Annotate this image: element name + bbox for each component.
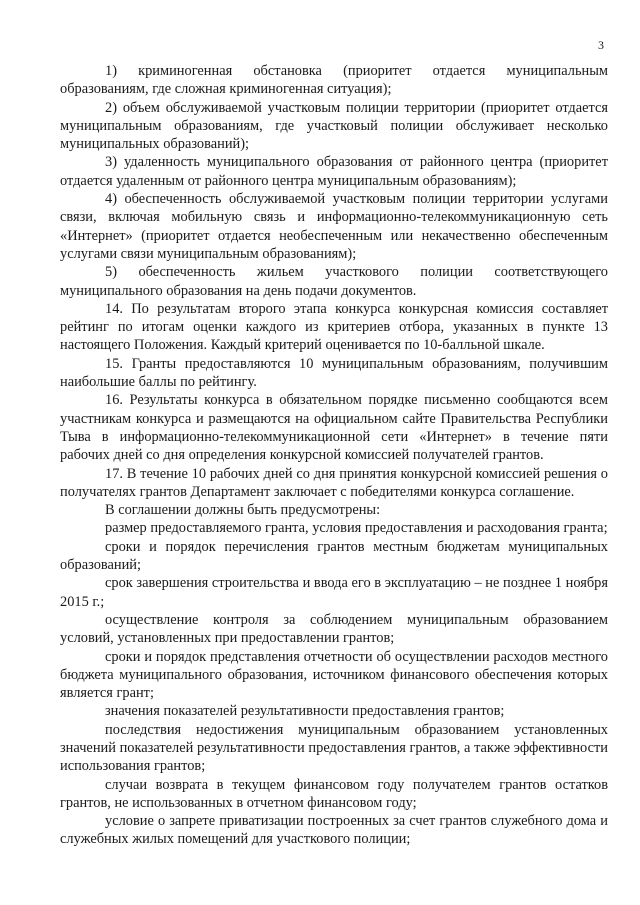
agreement-item-privatization-ban: условие о запрете приватизации построенных за счет грантов служебного дома и служебных жилых помещений для участкового полиции; [60,813,608,848]
agreement-item-construction-deadline: срок завершения строительства и ввода его в эксплуатацию – не позднее 1 ноября 2015 г.; [60,575,608,610]
agreement-item-consequences: последствия недостижения муниципальным образованием установленных значений показателей результативности предоставления грантов, а также эффективности использования грантов; [60,721,608,775]
page-number: 3 [598,38,604,52]
agreement-item-indicators: значения показателей результативности предоставления грантов; [105,703,505,720]
clause-17: 17. В течение 10 рабочих дней со дня принятия конкурсной комиссией решения о получателях грантов Департамент заключает с победителями конкурса соглашение. [60,465,608,500]
clause-16: 16. Результаты конкурса в обязательном порядке письменно сообщаются всем участникам конкурса и размещаются на официальном сайте Правительства Республики Тыва в информационно-телекоммуникационной сети «Интернет» в течение пяти рабочих дней со дня определения конкурсной комиссией получателей грантов. [60,392,608,464]
agreement-item-control: осуществление контроля за соблюдением муниципальным образованием условий, установленных при предоставлении грантов; [60,611,608,647]
criterion-territory-volume: 2) объем обслуживаемой участковым полиции территории (приоритет отдается муниципальным образованиям, где участковый полиции обслуживает несколько муниципальных образований); [60,99,608,153]
agreement-item-grant-size: размер предоставляемого гранта, условия предоставления и расходования гранта; [105,520,608,537]
clause-15: 15. Гранты предоставляются 10 муниципальным образованиям, получившим наибольшие баллы по рейтингу. [60,355,608,391]
document-body [60,62,608,849]
agreement-item-refund: случаи возврата в текущем финансовом году получателем грантов остатков грантов, не использованных в отчетном финансовом году; [60,776,608,811]
agreement-item-reporting: сроки и порядок представления отчетности об осуществлении расходов местного бюджета муниципального образования, источником финансового обеспечения которых является грант; [60,648,608,702]
clause-14: 14. По результатам второго этапа конкурса конкурсная комиссия составляет рейтинг по итогам оценки каждого из критериев отбора, указанных в пункте 13 настоящего Положения. Каждый критерий оценивается по 10-балльной шкале. [60,300,608,354]
agreement-item-transfer-terms: сроки и порядок перечисления грантов местным бюджетам муниципальных образований; [60,538,608,574]
criterion-communications: 4) обеспеченность обслуживаемой участковым полиции территории услугами связи, включая мобильную связь и информационно-телекоммуникационную сеть «Интернет» (приоритет отдается необеспеченным или некачественно обеспеченным услугами связи муниципальным образованиям); [60,191,608,262]
criterion-crime-situation: 1) криминогенная обстановка (приоритет отдается муниципальным образованиям, где сложная криминогенная ситуация); [60,63,608,98]
criterion-housing: 5) обеспеченность жильем участкового полиции соответствующего муниципального образования на день подачи документов. [60,264,608,299]
agreement-intro: В соглашении должны быть предусмотрены: [105,502,381,519]
criterion-remoteness: 3) удаленность муниципального образования от районного центра (приоритет отдается удаленным от районного центра муниципальным образованиям); [60,154,608,189]
